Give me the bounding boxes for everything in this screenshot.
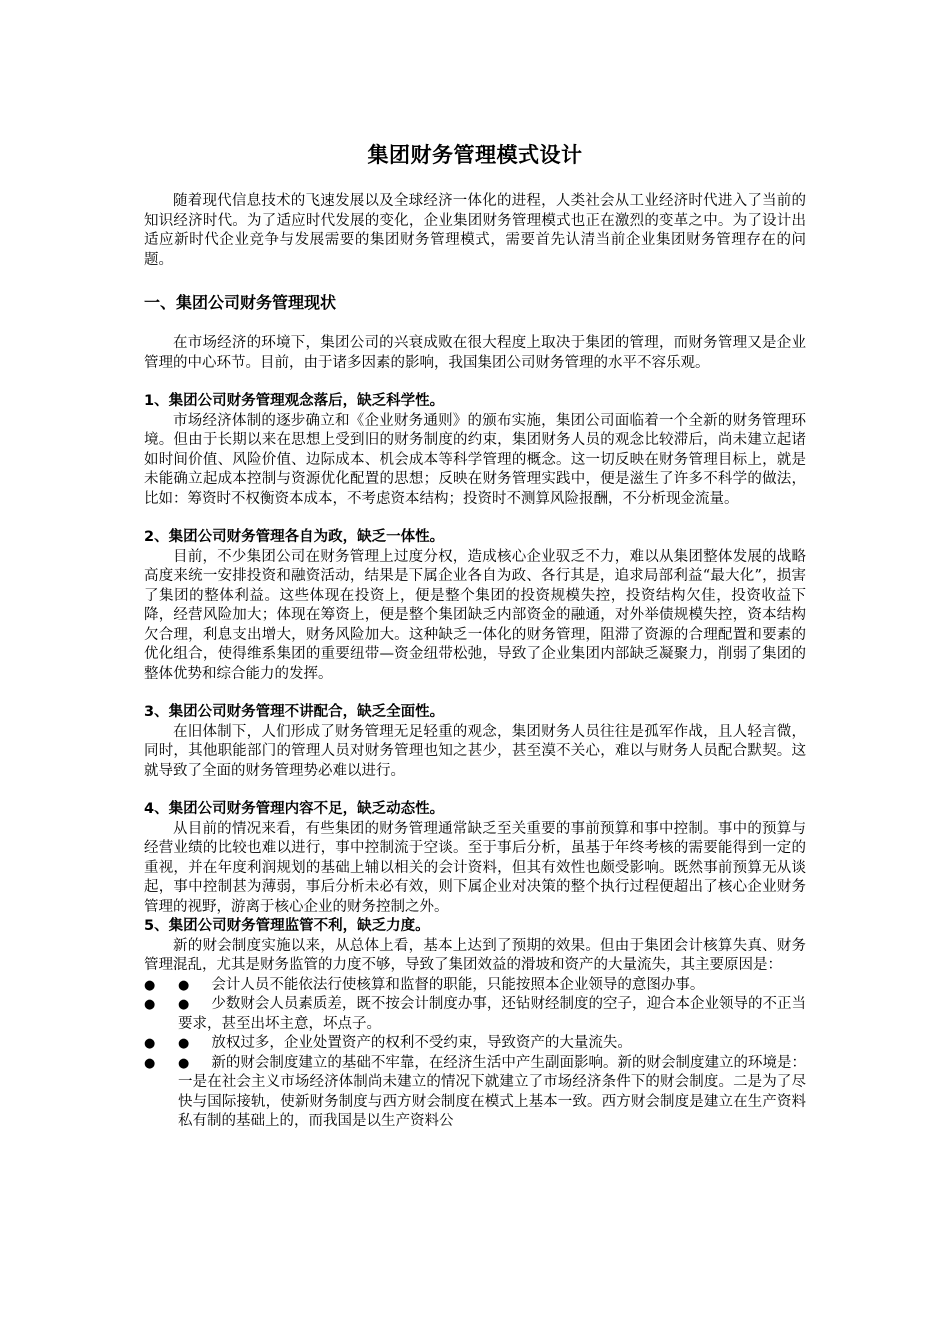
spacer	[144, 509, 806, 528]
bullet-icon: ●	[178, 1036, 190, 1051]
list-item	[144, 1054, 806, 1132]
bullet-icon: ●	[178, 1055, 190, 1071]
paragraph-3: 在旧体制下，人们形成了财务管理无足轻重的观念，集团财务人员往往是孤军作战，且人轻言微，同时，其他职能部门的管理人员对财务管理也知之甚少，甚至漠不关心，难以与财务人员配合默契。这就导致了全面的财务管理势必难以进行。	[144, 723, 806, 779]
subheading-3: 3、集团公司财务管理不讲配合，缺乏全面性。	[144, 704, 445, 720]
bullet-icon: ●	[144, 1036, 156, 1051]
subheading-2: 2、集团公司财务管理各自为政，缺乏一体性。	[144, 529, 445, 545]
bullet-icon: ●	[178, 997, 190, 1012]
spacer	[144, 781, 806, 800]
subheading-1: 1、集团公司财务管理观念落后，缺乏科学性。	[144, 393, 445, 409]
document-title: 集团财务管理模式设计	[367, 143, 583, 167]
bullet-icon: ●	[144, 977, 156, 993]
spacer	[144, 684, 806, 703]
section-heading: 一、集团公司财务管理现状	[144, 293, 337, 312]
bullet-icon: ●	[144, 997, 156, 1012]
paragraph-1: 市场经济体制的逐步确立和《企业财务通则》的颁布实施，集团公司面临着一个全新的财务管理环境。但由于长期以来在思想上受到旧的财务制度的约束，集团财务人员的观念比较滞后，尚未建立起诸如时间价值、风险价值、边际成本、机会成本等科学管理的概念。这一切反映在财务管理目标上，就是未能确立起成本控制与资源优化配置的思想；反映在财务管理实践中，便是滋生了许多不科学的做法，比如：筹资时不权衡资本成本，不考虑资本结构；投资时不测算风险报酬，不分析现金流量。	[144, 412, 806, 507]
document-page	[144, 140, 806, 1132]
list-item-text: 会计人员不能依法行使核算和监督的职能，只能按照本企业领导的意图办事。	[211, 976, 705, 993]
subheading-5: 5、集团公司财务管理监管不利，缺乏力度。	[144, 918, 430, 934]
paragraph-4: 从目前的情况来看，有些集团的财务管理通常缺乏至关重要的事前预算和事中控制。事中的预算与经营业绩的比较也难以进行，事中控制流于空谈。至于事后分析，虽基于年终考核的需要能得到一定的重视，并在年度利润规划的基础上辅以相关的会计资料，但其有效性也颇受影响。既然事前预算无从谈起，事中控制甚为薄弱，事后分析未必有效，则下属企业对决策的整个执行过程便超出了核心企业财务管理的视野，游离于核心企业的财务控制之外。	[144, 820, 806, 915]
paragraph-2: 目前，不少集团公司在财务管理上过度分权，造成核心企业驭乏不力，难以从集团整体发展的战略高度来统一安排投资和融资活动，结果是下属企业各自为政、各行其是，追求局部利益“最大化”，损害了集团的整体利益。这些体现在投资上，便是整个集团的投资规模失控，投资结构欠佳，投资收益下降，经营风险加大；体现在筹资上，便是整个集团缺乏内部资金的融通，对外举债规模失控，资本结构欠合理，利息支出增大，财务风险加大。这种缺乏一体化的财务管理，阻滞了资源的合理配置和要素的优化组合，使得维系集团的重要纽带—资金纽带松弛，导致了企业集团内部缺乏凝聚力，削弱了集团的整体优势和综合能力的发挥。	[144, 548, 806, 682]
subheading-4: 4、集团公司财务管理内容不足，缺乏动态性。	[144, 801, 445, 817]
list-item-text: 少数财会人员素质差，既不按会计制度办事，还钻财经制度的空子，迎合本企业领导的不正当要求，甚至出坏主意，坏点子。	[178, 996, 807, 1032]
list-item	[144, 1034, 806, 1054]
bullet-list	[144, 976, 806, 1132]
bullet-icon: ●	[144, 1055, 156, 1071]
list-item	[144, 995, 806, 1034]
spacer	[144, 373, 806, 392]
list-item-text: 放权过多，企业处置资产的权利不受约束，导致资产的大量流失。	[211, 1035, 632, 1051]
list-item-text: 新的财会制度建立的基础不牢靠，在经济生活中产生副面影响。新的财会制度建立的环境是：一是在社会主义市场经济体制尚未建立的情况下就建立了市场经济条件下的财会制度。二是为了尽快与国际接轨，使新财务制度与西方财会制度在模式上基本一致。西方财会制度是建立在生产资料私有制的基础上的，而我国是以生产资料公	[178, 1054, 807, 1129]
bullet-icon: ●	[178, 977, 190, 993]
list-item	[144, 976, 806, 996]
intro-paragraph: 随着现代信息技术的飞速发展以及全球经济一体化的进程，人类社会从工业经济时代进入了当前的知识经济时代。为了适应时代发展的变化，企业集团财务管理模式也正在激烈的变革之中。为了设计出适应新时代企业竞争与发展需要的集团财务管理模式，需要首先认清当前企业集团财务管理存在的问题。	[144, 193, 806, 268]
paragraph-5: 新的财会制度实施以来，从总体上看，基本上达到了预期的效果。但由于集团会计核算失真、财务管理混乱，尤其是财务监管的力度不够，导致了集团效益的滑坡和资产的大量流失，其主要原因是：	[144, 937, 806, 973]
section-intro-paragraph: 在市场经济的环境下，集团公司的兴衰成败在很大程度上取决于集团的管理，而财务管理又是企业管理的中心环节。目前，由于诸多因素的影响，我国集团公司财务管理的水平不容乐观。	[144, 335, 806, 371]
